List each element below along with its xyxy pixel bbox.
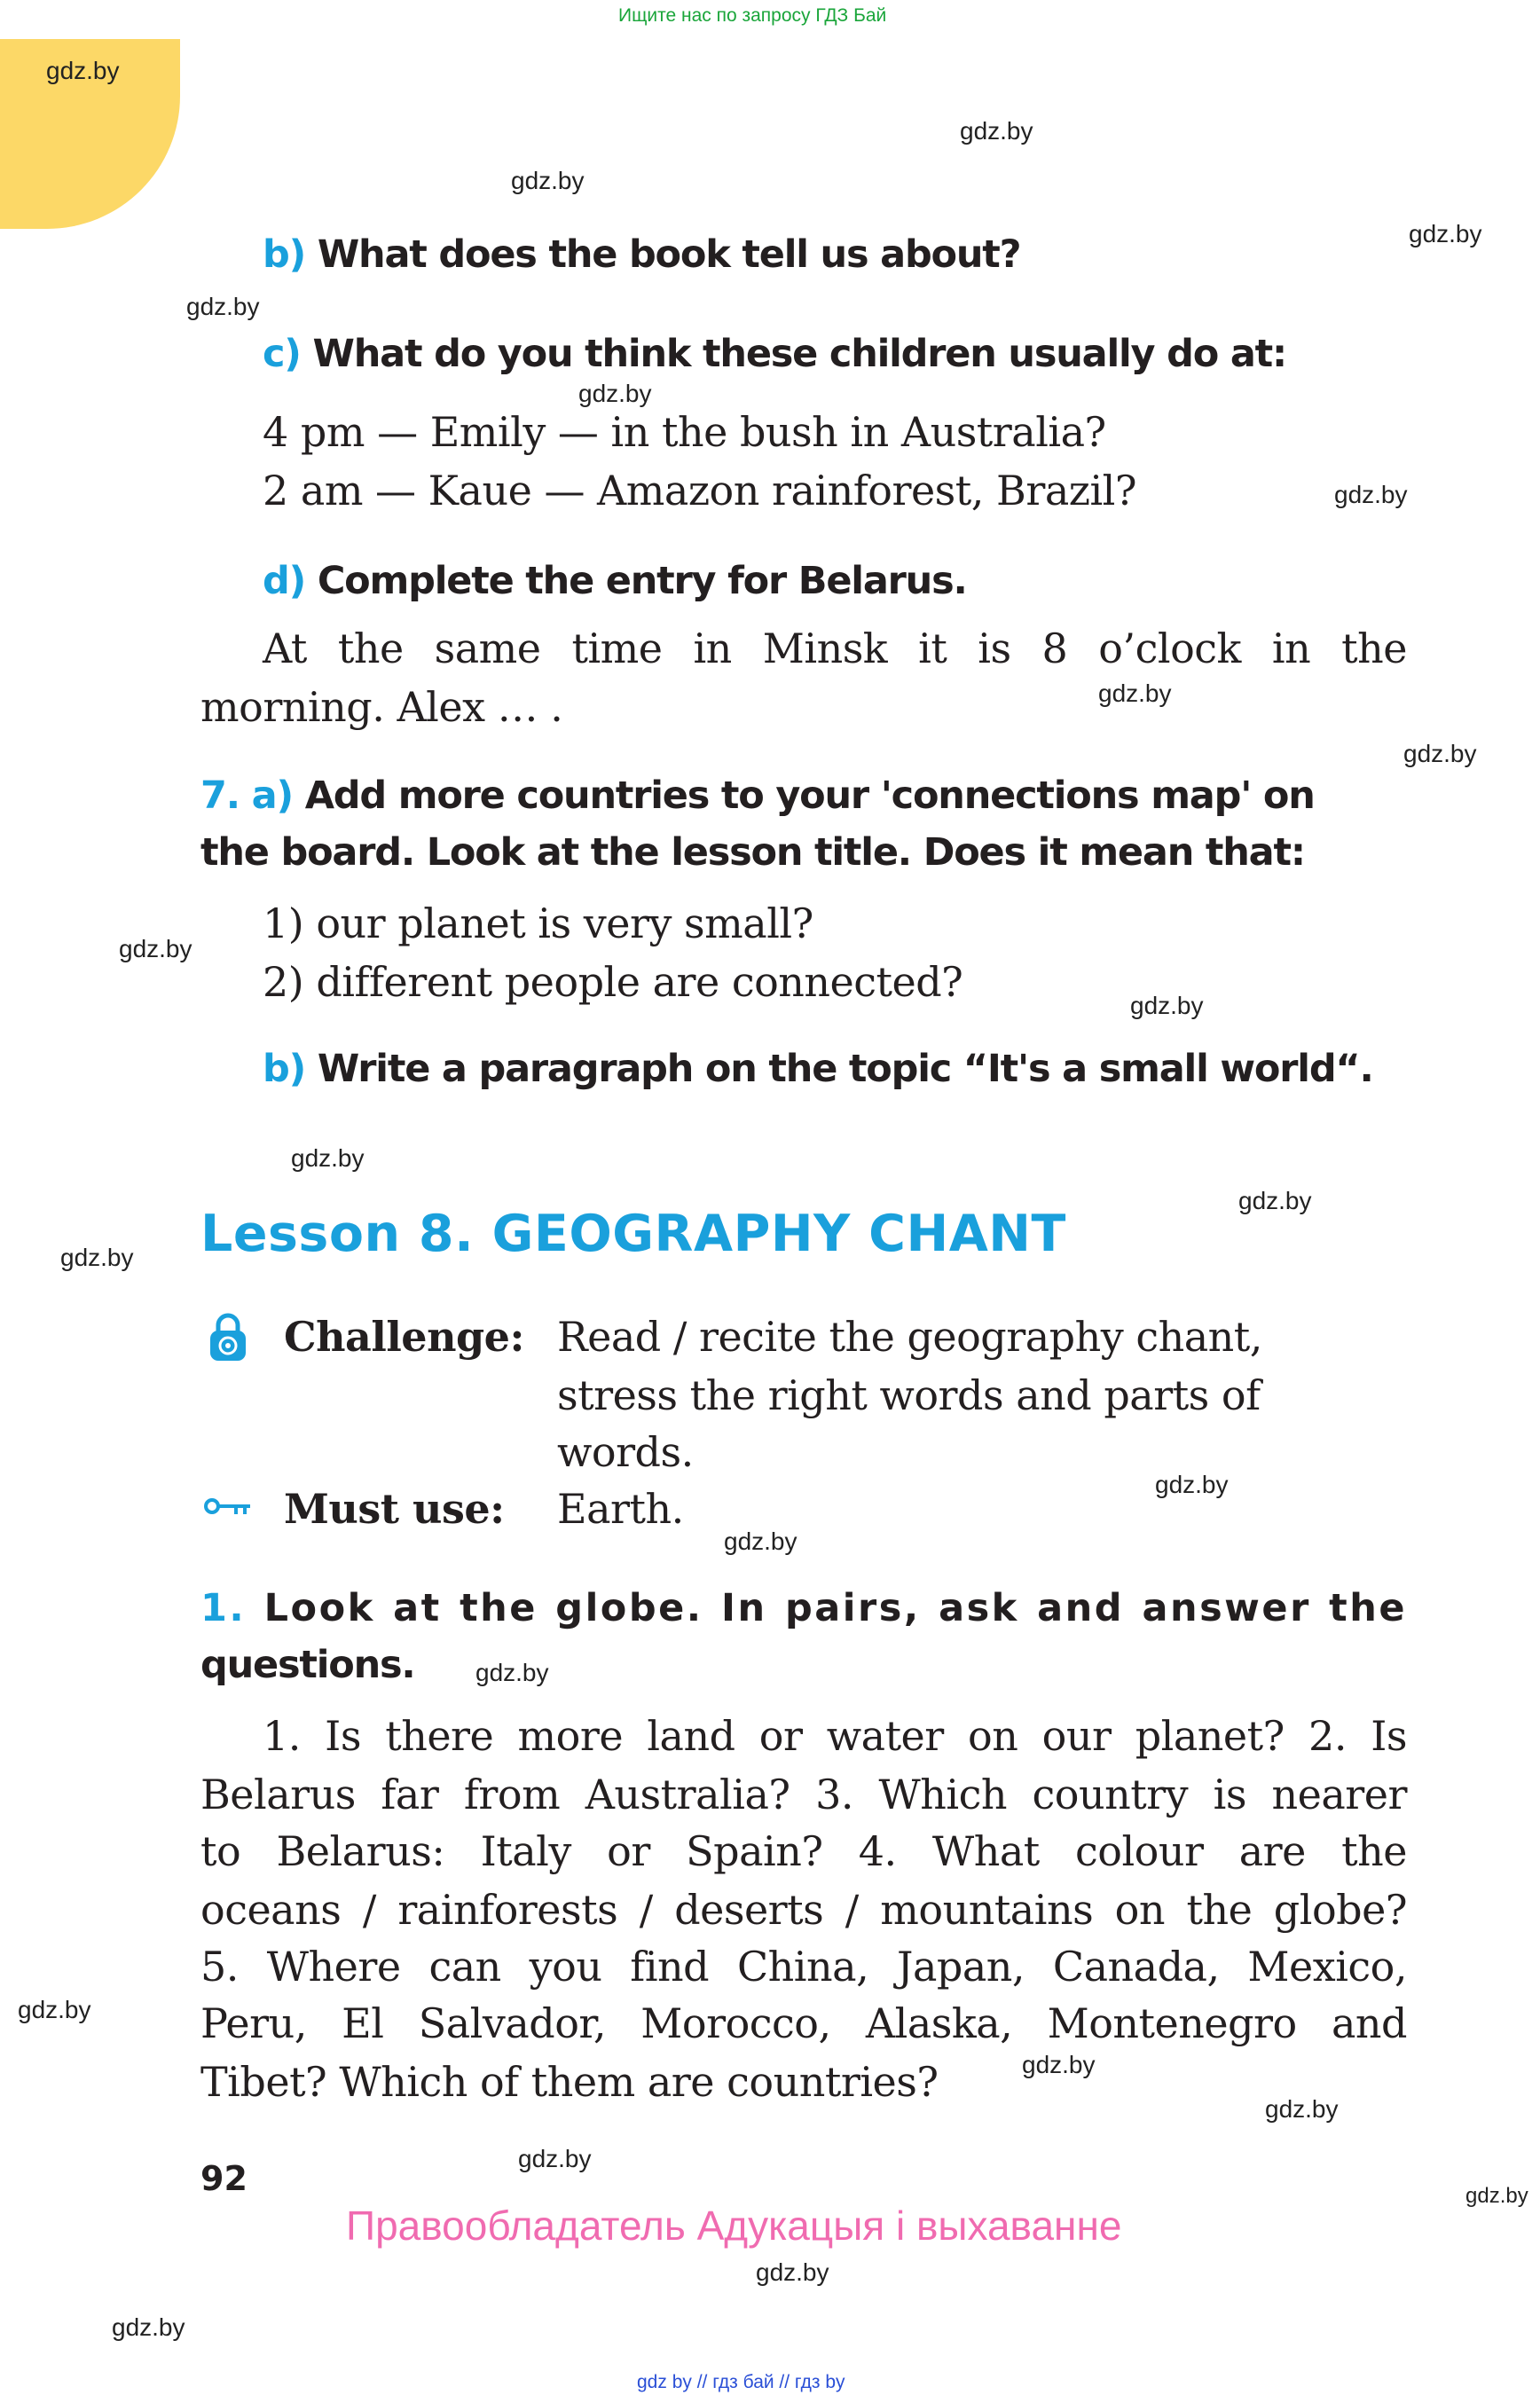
task1-number: 1. xyxy=(200,1586,247,1630)
task7-b-text: Write a paragraph on the topic “It's a small world“. xyxy=(317,1047,1373,1091)
challenge-line-1: Read / recite the geography chant, xyxy=(557,1313,1262,1361)
watermark: gdz.by xyxy=(18,1996,91,2023)
task1-questions-line4: oceans / rainforests / deserts / mountains on the globe? xyxy=(200,1886,1407,1934)
watermark: gdz.by xyxy=(1265,2095,1339,2123)
task6-c-label: c) xyxy=(263,332,301,376)
challenge-line-3: words. xyxy=(557,1428,694,1476)
footer-links[interactable]: gdz by // гдз бай // гдз by xyxy=(637,2372,845,2392)
task6-d-paragraph-line2: morning. Alex … . xyxy=(200,683,563,731)
challenge-line-2: stress the right words and parts of xyxy=(557,1371,1261,1419)
task1-instruction-line2: questions. xyxy=(200,1643,415,1687)
watermark: gdz.by xyxy=(1403,740,1477,767)
watermark: gdz.by xyxy=(1022,2051,1096,2078)
page-number: 92 xyxy=(200,2159,248,2198)
watermark: gdz.by xyxy=(1155,1471,1229,1498)
must-use-value: Earth. xyxy=(557,1485,684,1533)
watermark: gdz.by xyxy=(1334,481,1408,508)
task1-questions-line7: Tibet? Which of them are countries? xyxy=(200,2058,939,2106)
task6-b xyxy=(263,232,1020,277)
task1-questions-line3: to Belarus: Italy or Spain? 4. What colour are the xyxy=(200,1827,1407,1875)
watermark: gdz.by xyxy=(960,117,1033,145)
rights-holder: Правообладатель Адукацыя і выхаванне xyxy=(346,2203,1122,2249)
watermark: gdz.by xyxy=(186,293,260,320)
task6-c-line2: 2 am — Kaue — Amazon rainforest, Brazil? xyxy=(263,467,1137,514)
watermark: gdz.by xyxy=(291,1144,365,1172)
watermark: gdz.by xyxy=(756,2258,829,2286)
task6-d-paragraph-line1: At the same time in Minsk it is 8 o’clock in the xyxy=(263,624,1407,672)
task6-c-line1: 4 pm — Emily — in the bush in Australia? xyxy=(263,408,1106,456)
task1-instruction-line1 xyxy=(200,1586,1407,1630)
task1-questions-line5: 5. Where can you find China, Japan, Canada, Mexico, xyxy=(200,1943,1407,1991)
watermark: gdz.by xyxy=(1130,992,1204,1019)
watermark: gdz.by xyxy=(724,1527,798,1555)
lesson-title: GEOGRAPHY CHANT xyxy=(491,1205,1066,1263)
task1-questions-line6: Peru, El Salvador, Morocco, Alaska, Montenegro and xyxy=(200,1999,1407,2047)
key-icon xyxy=(204,1496,254,1517)
watermark: gdz.by xyxy=(475,1659,549,1686)
top-banner[interactable]: Ищите нас по запросу ГДЗ Бай xyxy=(618,5,887,26)
task7-option-1: 1) our planet is very small? xyxy=(263,899,813,947)
task7-a-label: a) xyxy=(251,774,293,818)
task6-c-text: What do you think these children usually do at: xyxy=(312,332,1286,376)
lock-icon xyxy=(208,1311,248,1362)
watermark: gdz.by xyxy=(1465,2184,1528,2208)
watermark: gdz.by xyxy=(518,2145,592,2172)
task7-b xyxy=(263,1047,1373,1091)
task7-a-text2: the board. Look at the lesson title. Does it mean that: xyxy=(200,830,1305,875)
lesson-number: Lesson 8. xyxy=(200,1205,475,1263)
task7-b-label: b) xyxy=(263,1047,306,1091)
must-use-label: Must use: xyxy=(284,1485,505,1533)
watermark: gdz.by xyxy=(511,167,585,194)
task7-option-2: 2) different people are connected? xyxy=(263,958,963,1006)
watermark: gdz.by xyxy=(1238,1187,1312,1214)
task1-questions-line2: Belarus far from Australia? 3. Which country is nearer xyxy=(200,1771,1407,1818)
task6-b-text: What does the book tell us about? xyxy=(317,232,1021,277)
watermark: gdz.by xyxy=(1098,679,1172,707)
task6-d xyxy=(263,559,967,603)
task6-d-text: Complete the entry for Belarus. xyxy=(317,559,967,603)
lesson-heading xyxy=(200,1205,1066,1263)
task7-a-text1: Add more countries to your 'connections map' on xyxy=(304,774,1315,818)
task6-d-label: d) xyxy=(263,559,306,603)
task6-c xyxy=(263,332,1286,376)
watermark: gdz.by xyxy=(112,2313,185,2341)
task1-text1: Look at the globe. In pairs, ask and answer the xyxy=(263,1586,1407,1630)
task7-a xyxy=(200,774,1315,818)
watermark: gdz.by xyxy=(1409,220,1482,247)
task7-number: 7. xyxy=(200,774,240,818)
task1-questions-line1: 1. Is there more land or water on our planet? 2. Is xyxy=(263,1712,1407,1760)
task6-b-label: b) xyxy=(263,232,306,277)
watermark: gdz.by xyxy=(119,935,192,962)
challenge-label: Challenge: xyxy=(284,1313,524,1361)
watermark: gdz.by xyxy=(578,380,652,407)
watermark: gdz.by xyxy=(60,1244,134,1271)
watermark: gdz.by xyxy=(46,57,120,84)
